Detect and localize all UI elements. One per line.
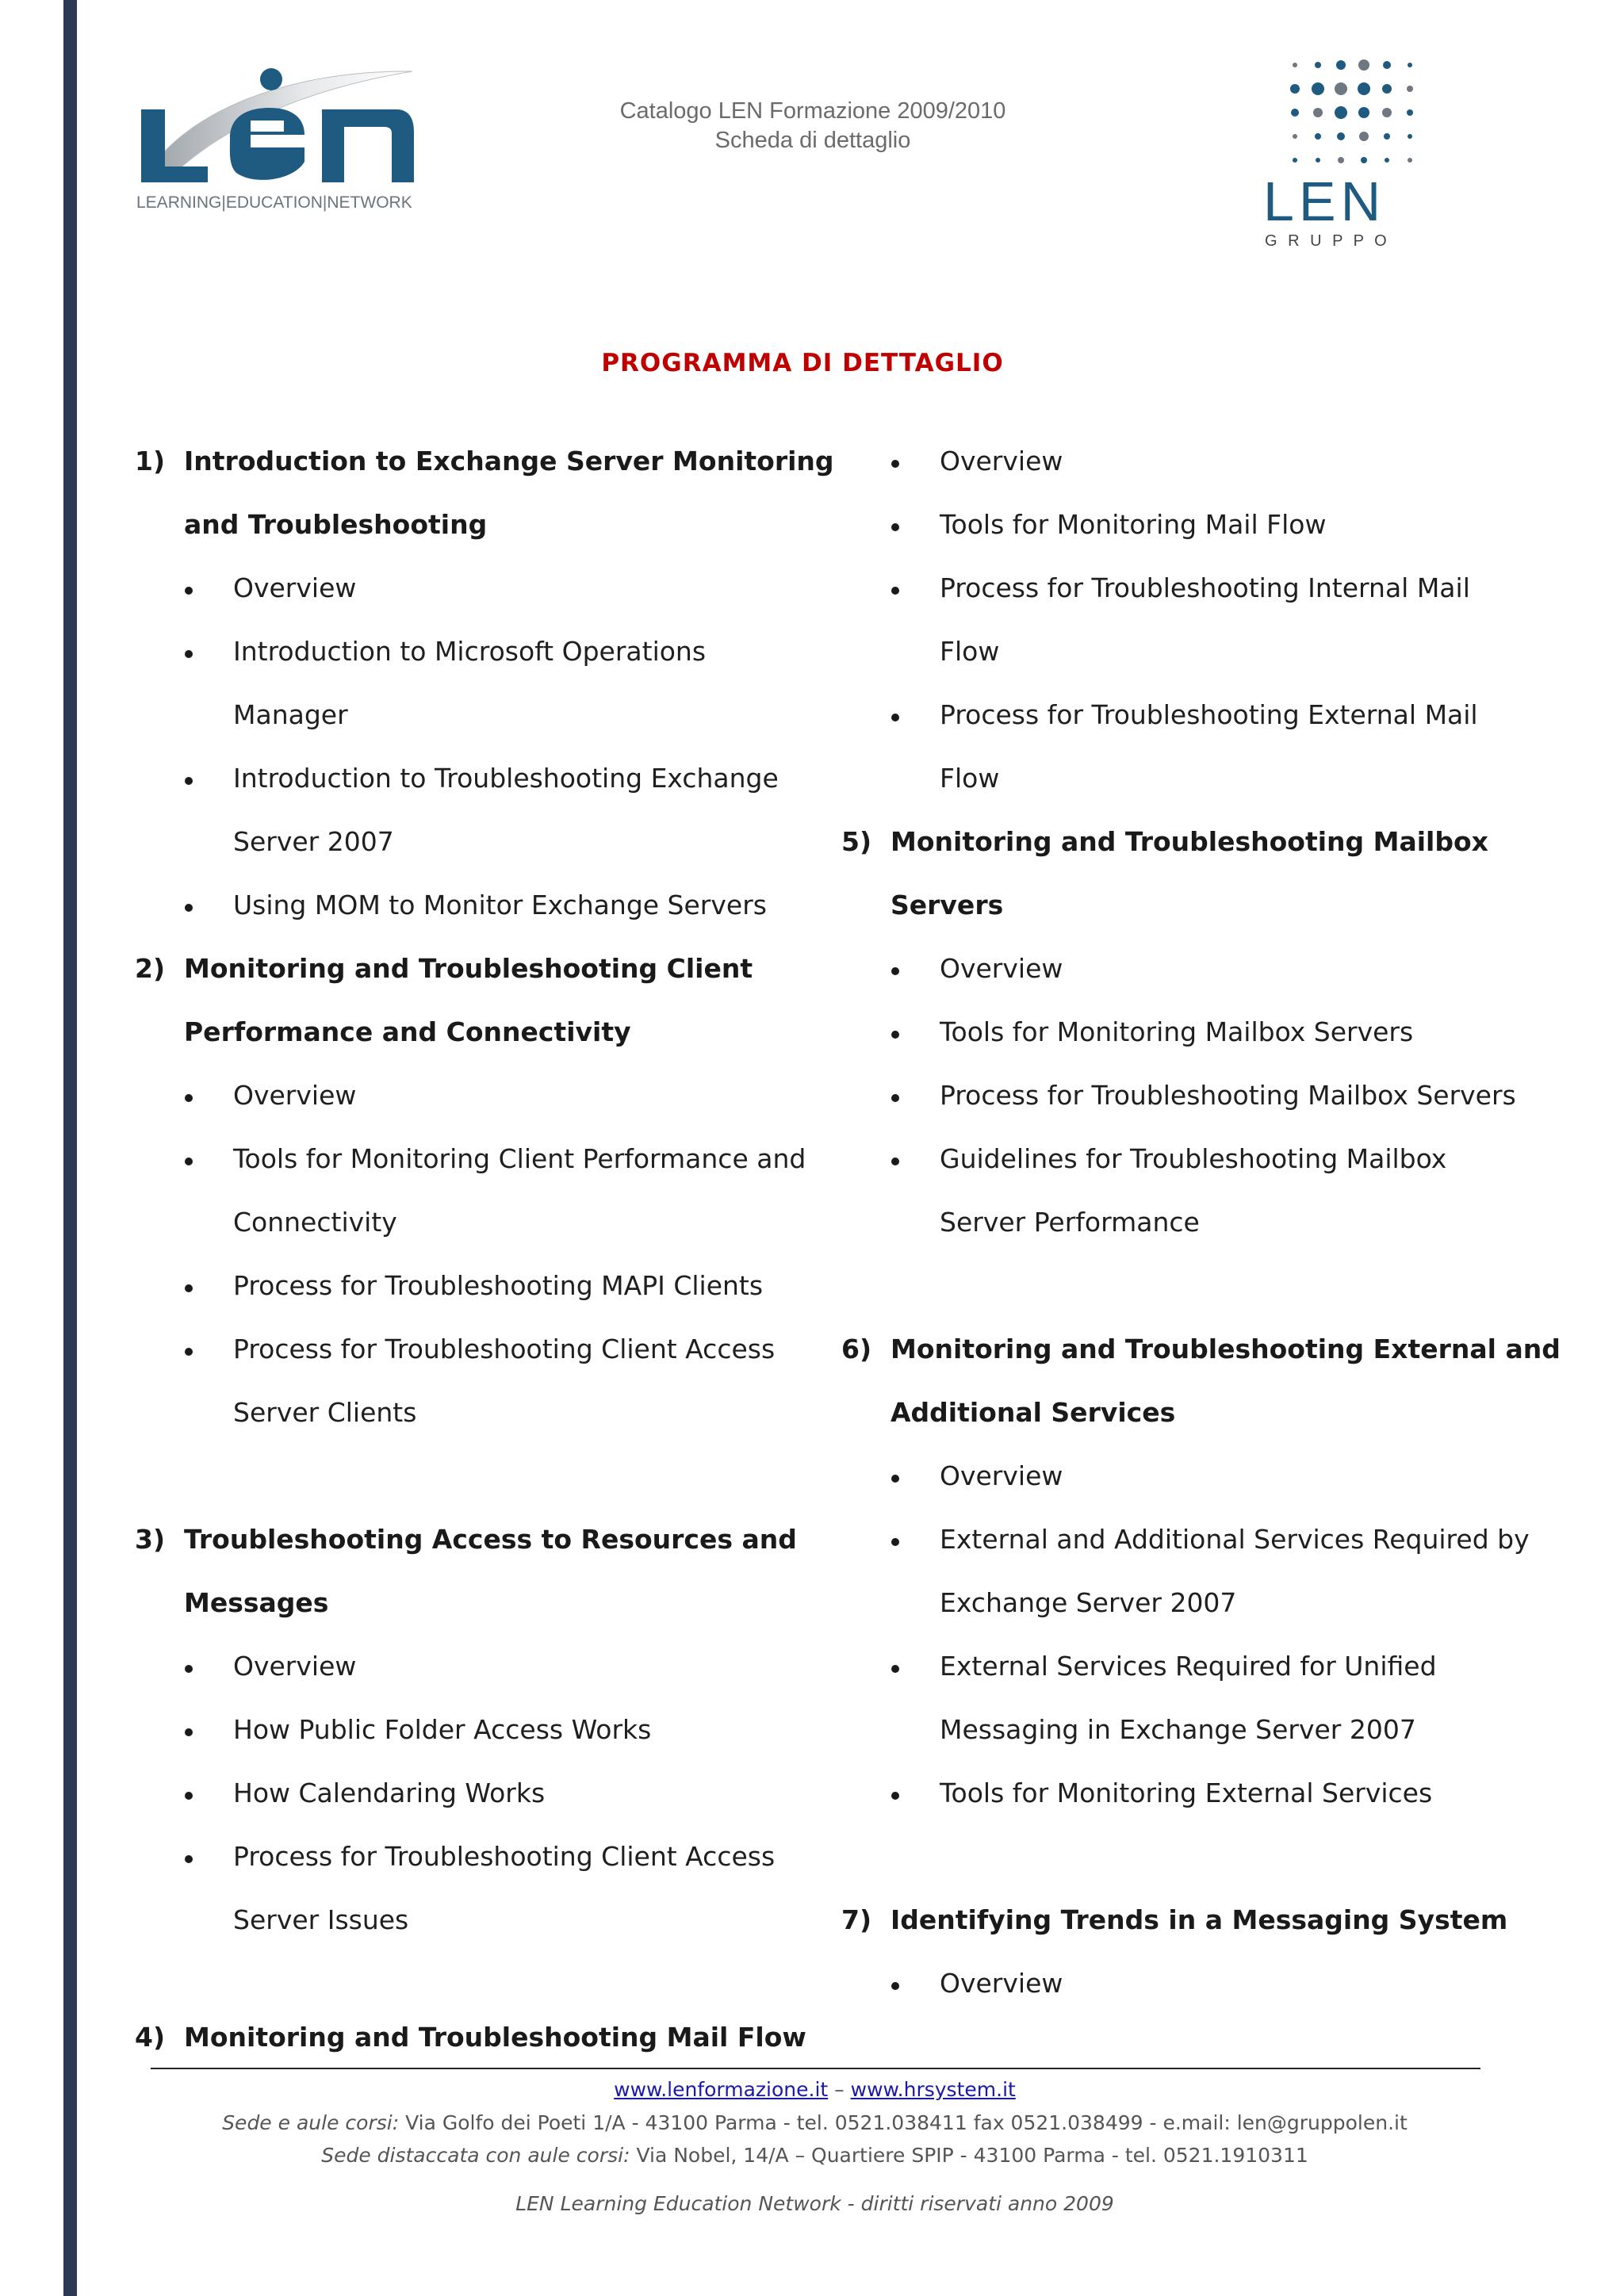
logo-tagline: LEARNING|EDUCATION|NETWORK [136, 193, 412, 212]
module-topic: Exchange Server 2007 [940, 1587, 1237, 1618]
module-title: Introduction to Exchange Server Monitoring [184, 446, 834, 476]
module-topic: Server 2007 [233, 826, 394, 857]
logo-dot [1291, 109, 1299, 117]
lenformazione-link[interactable]: www.lenformazione.it [614, 2078, 829, 2101]
bullet-icon [185, 1348, 193, 1356]
bullet-icon [891, 460, 899, 468]
module-title: Performance and Connectivity [184, 1016, 631, 1047]
bullet-icon [185, 1665, 193, 1673]
bullet-icon [185, 1158, 193, 1165]
module-topic: Flow [940, 636, 1000, 667]
bullet-icon [891, 1982, 899, 1990]
bullet-icon [891, 1475, 899, 1483]
logo-dot [1293, 63, 1297, 67]
bullet-icon [185, 1792, 193, 1800]
module-topic: How Public Folder Access Works [233, 1714, 652, 1745]
document-header [515, 97, 1110, 155]
catalog-title: Catalogo LEN Formazione 2009/2010 [619, 98, 1006, 124]
logo-dot [1293, 134, 1297, 139]
footer-address-branch [71, 2143, 1558, 2168]
module-topic: Process for Troubleshooting Mailbox Servers [940, 1080, 1516, 1111]
module-topic: Overview [233, 1651, 357, 1682]
logo-dot [1313, 108, 1323, 117]
logo-dot [1316, 158, 1320, 163]
copyright-text: LEN Learning Education Network - diritti riservati anno 2009 [515, 2192, 1114, 2215]
logo-dot [1337, 132, 1345, 140]
module-topic: Overview [233, 1080, 357, 1111]
module-number: 5) [841, 826, 872, 857]
module-number: 3) [135, 1524, 166, 1555]
bullet-icon [185, 777, 193, 785]
module-number: 6) [841, 1334, 872, 1364]
logo-dot [1315, 133, 1321, 140]
module-title: Monitoring and Troubleshooting Client [184, 953, 753, 984]
module-title: Messages [184, 1587, 329, 1618]
bullet-icon [891, 1538, 899, 1546]
module-number: 4) [135, 2022, 166, 2053]
detail-subtitle: Scheda di dettaglio [714, 128, 911, 153]
logo-dot [1358, 59, 1369, 71]
footer-copyright [71, 2191, 1558, 2217]
module-number: 1) [135, 446, 166, 476]
bullet-icon [185, 1728, 193, 1736]
bullet-icon [185, 904, 193, 912]
module-number: 2) [135, 953, 166, 984]
module-topic: Process for Troubleshooting External Mail [940, 699, 1478, 730]
module-topic: Guidelines for Troubleshooting Mailbox [940, 1143, 1447, 1174]
module-topic: Process for Troubleshooting Client Access [233, 1334, 776, 1364]
logo-dot [1382, 108, 1392, 117]
module-title: Monitoring and Troubleshooting External and [891, 1334, 1561, 1364]
module-topic: Manager [233, 699, 348, 730]
logo-dot [1384, 133, 1390, 140]
module-topic: How Calendaring Works [233, 1777, 546, 1808]
bullet-icon [185, 1284, 193, 1292]
page-title: PROGRAMMA DI DETTAGLIO [601, 349, 1004, 377]
footer-label-branch: Sede distaccata con aule corsi: [321, 2144, 630, 2167]
module-topic: Overview [940, 1460, 1063, 1491]
logo-dot [1315, 62, 1321, 68]
logo-dot [1335, 106, 1347, 119]
module-topic: Introduction to Microsoft Operations [233, 636, 707, 667]
bullet-icon [185, 1855, 193, 1863]
bullet-icon [891, 714, 899, 721]
footer-separator: – [834, 2078, 845, 2101]
logo-dot [1293, 158, 1297, 163]
module-number: 7) [841, 1904, 872, 1935]
logo-dot [1358, 107, 1369, 118]
logo-dot [1338, 157, 1344, 163]
module-title: Additional Services [891, 1397, 1176, 1428]
logo-dot [1408, 63, 1412, 67]
module-topic: Process for Troubleshooting Internal Mail [940, 572, 1470, 603]
logo-dot [1290, 84, 1300, 94]
module-title: Servers [891, 890, 1004, 920]
footer-address-main-text: Via Golfo dei Poeti 1/A - 43100 Parma - tel. 0521.038411 fax 0521.038499 - e.mail: len@gruppolen.it [405, 2111, 1408, 2134]
module-title: Identifying Trends in a Messaging System [891, 1904, 1508, 1935]
bullet-icon [185, 650, 193, 658]
bullet-icon [891, 587, 899, 595]
module-topic: Connectivity [233, 1207, 397, 1238]
module-topic: Process for Troubleshooting MAPI Clients [233, 1270, 764, 1301]
module-topic: Tools for Monitoring Client Performance and [233, 1143, 806, 1174]
len-gruppo-logo [1257, 54, 1439, 260]
module-topic: Server Issues [233, 1904, 409, 1935]
module-topic: Introduction to Troubleshooting Exchange [233, 763, 779, 794]
module-topic: Messaging in Exchange Server 2007 [940, 1714, 1416, 1745]
footer-label-main: Sede e aule corsi: [222, 2111, 400, 2134]
hrsystem-link[interactable]: www.hrsystem.it [850, 2078, 1016, 2101]
page-side-bar [63, 0, 77, 2296]
module-title: Monitoring and Troubleshooting Mailbox [891, 826, 1488, 857]
bullet-icon [891, 523, 899, 531]
module-topic: Process for Troubleshooting Client Access [233, 1841, 776, 1872]
bullet-icon [185, 1094, 193, 1102]
logo-dot [1385, 158, 1389, 163]
logo-dot [1336, 60, 1346, 70]
logo-dot [1408, 134, 1412, 139]
logo-dot [1407, 86, 1413, 92]
bullet-icon [891, 1792, 899, 1800]
footer-address-main [71, 2110, 1558, 2136]
footer-links [71, 2077, 1558, 2103]
bullet-icon [891, 1094, 899, 1102]
bullet-icon [891, 1158, 899, 1165]
footer-divider [151, 2068, 1480, 2069]
gruppo-logo-subtext: G R U P P O [1265, 232, 1390, 250]
logo-dot [1335, 82, 1347, 95]
module-topic: Tools for Monitoring Mail Flow [940, 509, 1327, 540]
module-title: Troubleshooting Access to Resources and [184, 1524, 797, 1555]
module-topic: Tools for Monitoring Mailbox Servers [940, 1016, 1414, 1047]
logo-dot [1359, 132, 1369, 141]
logo-dot [1383, 61, 1391, 69]
module-title: and Troubleshooting [184, 509, 488, 540]
module-topic: Using MOM to Monitor Exchange Servers [233, 890, 767, 920]
bullet-icon [891, 1665, 899, 1673]
bullet-icon [185, 587, 193, 595]
module-topic: Overview [940, 446, 1063, 476]
module-topic: Server Performance [940, 1207, 1200, 1238]
logo-dot [1358, 82, 1370, 95]
logo-dot [1407, 109, 1413, 116]
module-topic: External and Additional Services Required by [940, 1524, 1530, 1555]
dot-grid-icon [1290, 59, 1413, 163]
module-title: Monitoring and Troubleshooting Mail Flow [184, 2022, 806, 2053]
module-topic: Flow [940, 763, 1000, 794]
logo-dot [1408, 158, 1412, 163]
logo-dot [1361, 157, 1367, 163]
module-topic: Server Clients [233, 1397, 417, 1428]
bullet-icon [891, 1031, 899, 1039]
module-topic: External Services Required for Unified [940, 1651, 1437, 1682]
logo-dot [1382, 84, 1392, 94]
gruppo-logo-letters: LEN [1263, 170, 1386, 232]
footer-address-branch-text: Via Nobel, 14/A – Quartiere SPIP - 43100 Parma - tel. 0521.1910311 [636, 2144, 1308, 2167]
module-topic: Tools for Monitoring External Services [940, 1777, 1433, 1808]
logo-dot [1312, 82, 1324, 95]
len-learning-logo [135, 62, 420, 212]
module-topic: Overview [940, 953, 1063, 984]
bullet-icon [891, 967, 899, 975]
module-topic: Overview [940, 1968, 1063, 1999]
module-topic: Overview [233, 572, 357, 603]
